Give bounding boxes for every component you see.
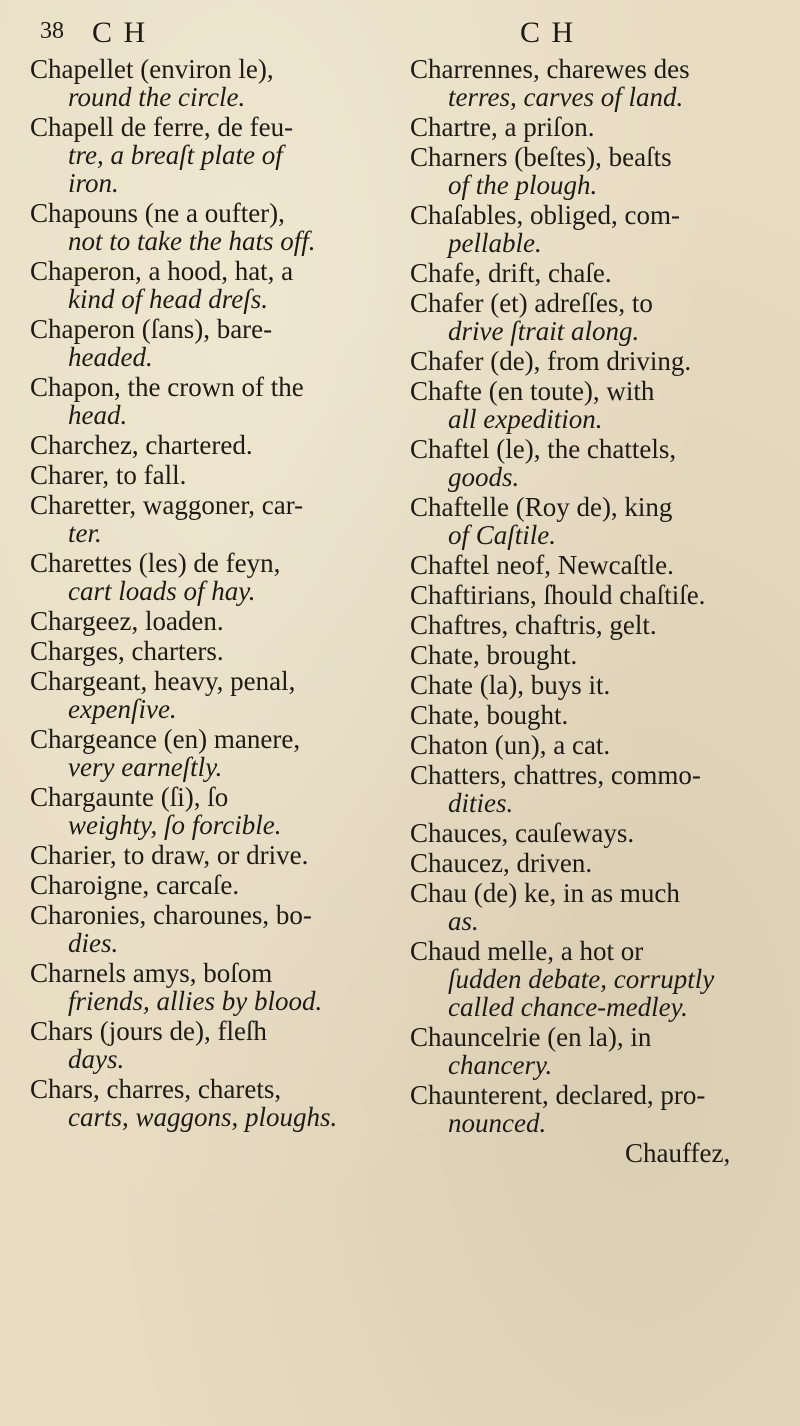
entry-line: Chapon, the crown of the — [30, 372, 304, 402]
dictionary-entry — [410, 937, 790, 1021]
entry-continuation: tre, a breaſt plate of — [68, 140, 283, 170]
entry-continuation: not to take the hats off. — [68, 226, 316, 256]
dictionary-entry — [410, 347, 790, 375]
dictionary-entry — [30, 113, 410, 197]
dictionary-entry — [30, 607, 410, 635]
entry-line: Charrennes, charewes des — [410, 54, 690, 84]
entry-continuation: cart loads of hay. — [68, 576, 256, 606]
entry-line: Chaftres, chaftris, gelt. — [410, 610, 657, 640]
entry-line: Chartre, a priſon. — [410, 112, 595, 142]
dictionary-entry — [30, 1075, 410, 1131]
dictionary-entry — [30, 1017, 410, 1073]
entry-continuation: ſudden debate, corruptly — [448, 964, 715, 994]
entry-continuation: terres, carves of land. — [448, 82, 684, 112]
entry-line: Charonies, charounes, bo- — [30, 900, 312, 930]
entry-continuation: nounced. — [448, 1108, 547, 1138]
dictionary-entry — [30, 257, 410, 313]
dictionary-entry — [30, 841, 410, 869]
dictionary-entry — [410, 55, 790, 111]
entry-continuation: carts, waggons, ploughs. — [68, 1102, 338, 1132]
entry-line: Chaton (un), a cat. — [410, 730, 611, 760]
entry-line: Chaperon (ſans), bare- — [30, 314, 273, 344]
entry-line: Chate, bought. — [410, 700, 569, 730]
dictionary-entry — [30, 373, 410, 429]
entry-continuation: drive ſtrait along. — [448, 316, 640, 346]
entry-continuation: very earneſtly. — [68, 752, 223, 782]
dictionary-entry — [410, 201, 790, 257]
entry-line: Chafte (en toute), with — [410, 376, 655, 406]
catchword — [410, 1139, 790, 1167]
entry-line: Chaftirians, ſhould chaſtiſe. — [410, 580, 706, 610]
dictionary-entry — [30, 959, 410, 1015]
right-column — [410, 55, 790, 1169]
entry-continuation: head. — [68, 400, 128, 430]
entry-line: Charnels amys, boſom — [30, 958, 273, 988]
entry-line: Charoigne, carcaſe. — [30, 870, 240, 900]
entry-line: Chaucez, driven. — [410, 848, 593, 878]
entry-continuation: dities. — [448, 788, 514, 818]
dictionary-entry — [30, 199, 410, 255]
entry-continuation: of Caſtile. — [448, 520, 556, 550]
dictionary-entry — [410, 113, 790, 141]
entry-line: Chargaunte (ſi), ſo — [30, 782, 229, 812]
dictionary-entry — [30, 725, 410, 781]
entry-line: Charges, charters. — [30, 636, 224, 666]
entry-line: Chate (la), buys it. — [410, 670, 611, 700]
entry-line: Chau (de) ke, in as much — [410, 878, 680, 908]
right-running-head: C H — [520, 16, 576, 49]
dictionary-entry — [30, 667, 410, 723]
entry-continuation: expenſive. — [68, 694, 177, 724]
dictionary-entry — [30, 315, 410, 371]
entry-continuation: headed. — [68, 342, 153, 372]
entry-line: Chaftel neof, Newcaſtle. — [410, 550, 674, 580]
dictionary-entry — [410, 611, 790, 639]
dictionary-entry — [30, 871, 410, 899]
dictionary-entry — [410, 1023, 790, 1079]
entry-line: Chaunterent, declared, pro- — [410, 1080, 706, 1110]
entry-continuation: weighty, ſo forcible. — [68, 810, 282, 840]
dictionary-entry — [410, 731, 790, 759]
entry-line: Chaud melle, a hot or — [410, 936, 644, 966]
dictionary-entry — [30, 549, 410, 605]
entry-line: Chapellet (environ le), — [30, 54, 274, 84]
entry-line: Chargeance (en) manere, — [30, 724, 301, 754]
dictionary-entry — [30, 491, 410, 547]
dictionary-entry — [410, 849, 790, 877]
page-number: 38 — [40, 18, 64, 44]
dictionary-entry — [30, 637, 410, 665]
dictionary-entry — [410, 1081, 790, 1137]
entry-line: Charchez, chartered. — [30, 430, 253, 460]
dictionary-entry — [30, 461, 410, 489]
entry-line: Chate, brought. — [410, 640, 578, 670]
entry-line: Chafer (de), from driving. — [410, 346, 692, 376]
entry-continuation: ter. — [68, 518, 102, 548]
dictionary-entry — [410, 701, 790, 729]
dictionary-entry — [30, 431, 410, 459]
entry-line: Charners (beſtes), beaſts — [410, 142, 672, 172]
entry-line: Chars, charres, charets, — [30, 1074, 282, 1104]
entry-line: Chapell de ferre, de feu- — [30, 112, 294, 142]
dictionary-entry — [410, 581, 790, 609]
entry-line: Charettes (les) de feyn, — [30, 548, 281, 578]
dictionary-entry — [410, 551, 790, 579]
dictionary-entry — [410, 377, 790, 433]
entry-line: Chaftelle (Roy de), king — [410, 492, 673, 522]
entry-continuation: called chance-medley. — [448, 992, 688, 1022]
dictionary-entry — [410, 435, 790, 491]
dictionary-entry — [410, 641, 790, 669]
entry-continuation: round the circle. — [68, 82, 246, 112]
entry-line: Chauces, cauſeways. — [410, 818, 635, 848]
entry-continuation: all expedition. — [448, 404, 603, 434]
dictionary-entry — [410, 671, 790, 699]
entry-line: Chafer (et) adreſſes, to — [410, 288, 653, 318]
left-column — [30, 55, 410, 1133]
dictionary-entry — [410, 143, 790, 199]
entry-line: Chauncelrie (en la), in — [410, 1022, 652, 1052]
entry-line: Chaperon, a hood, hat, a — [30, 256, 294, 286]
dictionary-entry — [30, 901, 410, 957]
entry-line: Chaſables, obliged, com- — [410, 200, 680, 230]
entry-line: Chauffez, — [625, 1138, 731, 1168]
entry-line: Chars (jours de), fleſh — [30, 1016, 267, 1046]
dictionary-entry — [30, 55, 410, 111]
entry-line: Chargeant, heavy, penal, — [30, 666, 296, 696]
entry-continuation: days. — [68, 1044, 125, 1074]
entry-line: Chatters, chattres, commo- — [410, 760, 701, 790]
dictionary-entry — [410, 289, 790, 345]
entry-line: Chaftel (le), the chattels, — [410, 434, 677, 464]
entry-continuation: of the plough. — [448, 170, 598, 200]
entry-line: Chargeez, loaden. — [30, 606, 224, 636]
dictionary-entry — [30, 783, 410, 839]
entry-continuation: friends, allies by blood. — [68, 986, 323, 1016]
running-header — [0, 12, 800, 52]
entry-continuation: as. — [448, 906, 479, 936]
entry-line: Charier, to draw, or drive. — [30, 840, 309, 870]
left-running-head: C H — [92, 16, 148, 49]
entry-continuation: chancery. — [448, 1050, 553, 1080]
entry-continuation: iron. — [68, 168, 119, 198]
entry-line: Charer, to fall. — [30, 460, 187, 490]
dictionary-entry — [410, 879, 790, 935]
dictionary-entry — [410, 761, 790, 817]
entry-continuation: kind of head dreſs. — [68, 284, 268, 314]
dictionary-entry — [410, 493, 790, 549]
entry-continuation: goods. — [448, 462, 520, 492]
entry-line: Chapouns (ne a oufter), — [30, 198, 285, 228]
entry-continuation: dies. — [68, 928, 119, 958]
dictionary-entry — [410, 819, 790, 847]
entry-line: Charetter, waggoner, car- — [30, 490, 304, 520]
dictionary-entry — [410, 259, 790, 287]
entry-line: Chafe, drift, chaſe. — [410, 258, 612, 288]
entry-continuation: pellable. — [448, 228, 542, 258]
